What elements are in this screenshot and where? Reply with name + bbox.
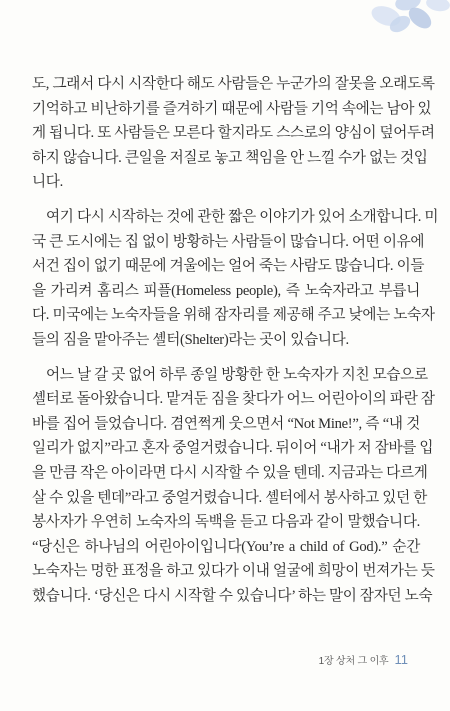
text-line: 니다.: [32, 174, 63, 191]
chapter-title: 1장 상처 그 이후: [318, 656, 389, 667]
paragraph-gap: [32, 195, 420, 205]
flower-petal: [425, 0, 450, 13]
body-text: [32, 72, 439, 608]
text-line: 을 만큼 작은 아이라면 다시 시작할 수 있을 텐데. 지금과는 다르게: [32, 464, 428, 481]
text-line: 바를 집어 들었습니다. 겸연쩍게 웃으면서 “Not Mine!”, 즉 “내 것: [32, 415, 420, 432]
paragraph: [32, 205, 439, 353]
text-line: 일리가 없지”라고 혼자 중얼거렸습니다. 뒤이어 “내가 저 잠바를 입: [32, 440, 434, 457]
flower-decoration-icon: [356, 0, 450, 44]
text-line: 을 가리켜 홈리스 피플(Homeless people), 즉 노숙자라고 부릅니: [32, 282, 420, 299]
text-line: 살 수 있을 텐데”라고 중얼거렸습니다. 셸터에서 봉사하고 있던 한: [32, 489, 428, 506]
text-line: 노숙자는 멍한 표정을 하고 있다가 이내 얼굴에 희망이 번져가는 듯: [32, 563, 435, 580]
page-number: 11: [394, 652, 408, 667]
text-line: 했습니다. ‘당신은 다시 시작할 수 있습니다’ 하는 말이 잠자던 노숙: [32, 587, 433, 604]
paragraph: [32, 363, 435, 609]
text-line: 게 됩니다. 또 사람들은 모른다 할지라도 스스로의 양심이 덮어두려: [32, 125, 435, 142]
paragraph: [32, 72, 435, 195]
text-line: 다. 미국에는 노숙자들을 위해 잠자리를 제공해 주고 낮에는 노숙자: [32, 307, 435, 324]
text-line: 들의 짐을 맡아주는 셸터(Shelter)라는 곳이 있습니다.: [32, 331, 349, 348]
page-footer: [319, 652, 408, 667]
text-line: 어느 날 갈 곳 없어 하루 종일 방황한 한 노숙자가 지친 모습으로: [46, 366, 428, 383]
text-line: 여기 다시 시작하는 것에 관한 짧은 이야기가 있어 소개합니다. 미: [46, 208, 439, 225]
text-line: 하지 않습니다. 큰일을 저질로 놓고 책임을 안 느낄 수가 없는 것입: [32, 149, 428, 166]
text-line: 봉사자가 우연히 노숙자의 독백을 듣고 다음과 같이 말했습니다.: [32, 514, 420, 531]
text-line: 셸터로 돌아왔습니다. 맡겨둔 짐을 찾다가 어느 어린아이의 파란 잠: [32, 391, 435, 408]
text-line: 도, 그래서 다시 시작한다 해도 사람들은 누군가의 잘못을 오래도록: [32, 76, 435, 92]
text-line: “당신은 하나님의 어린아이입니다(You’re a child of God).” 순간: [32, 538, 420, 555]
text-line: 서건 집이 없기 때문에 겨울에는 얼어 죽는 사람도 많습니다. 이들: [32, 258, 425, 275]
paragraph-gap: [32, 353, 420, 363]
text-line: 국 큰 도시에는 집 없이 방황하는 사람들이 많습니다. 어떤 이유에: [32, 233, 425, 250]
text-line: 기억하고 비난하기를 즐겨하기 때문에 사람들 기억 속에는 남아 있: [32, 100, 432, 117]
